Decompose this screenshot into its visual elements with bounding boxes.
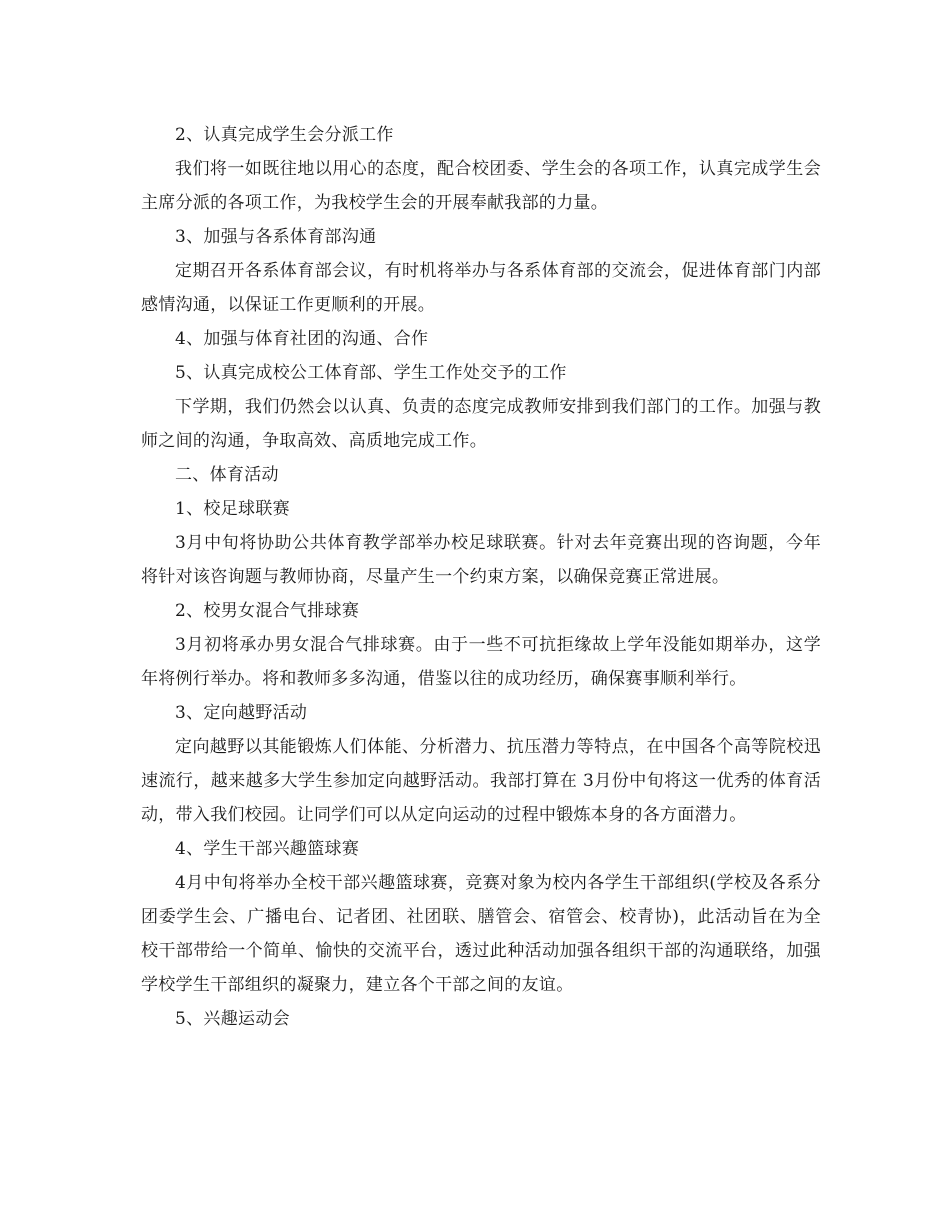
heading-football-league: 1、校足球联赛 xyxy=(175,499,290,519)
heading-assigned-tasks: 5、认真完成校公工体育部、学生工作处交予的工作 xyxy=(175,363,567,383)
heading-dept-communication: 3、加强与各系体育部沟通 xyxy=(175,227,377,247)
heading-orienteering: 3、定向越野活动 xyxy=(175,703,308,723)
paragraph: 定期召开各系体育部会议，有时机将举办与各系体育部的交流会，促进体育部门内部感情沟通，以保证工作更顺利的开展。 xyxy=(141,261,821,315)
paragraph: 3月中旬将协助公共体育教学部举办校足球联赛。针对去年竞赛出现的咨询题，今年将针对该咨询题与教师协商，尽量产生一个约束方案，以确保竞赛正常进展。 xyxy=(141,533,821,587)
heading-assign-work: 2、认真完成学生会分派工作 xyxy=(175,125,394,145)
paragraph: 4月中旬将举办全校干部兴趣篮球赛，竞赛对象为校内各学生干部组织(学校及各系分团委学生会、广播电台、记者团、社团联、膳管会、宿管会、校青协)，此活动旨在为全校干部带给一个简单、愉快的交流平台，透过此种活动加强各组织干部的沟通联络，加强学校学生干部组织的凝聚力，建立各个干部之间的友谊。 xyxy=(141,873,821,995)
heading-basketball: 4、学生干部兴趣篮球赛 xyxy=(175,839,360,859)
paragraph: 我们将一如既往地以用心的态度，配合校团委、学生会的各项工作，认真完成学生会主席分派的各项工作，为我校学生会的开展奉献我部的力量。 xyxy=(141,159,821,213)
paragraph: 下学期，我们仍然会以认真、负责的态度完成教师安排到我们部门的工作。加强与教师之间的沟通，争取高效、高质地完成工作。 xyxy=(141,397,821,451)
paragraph: 定向越野以其能锻炼人们体能、分析潜力、抗压潜力等特点，在中国各个高等院校迅速流行，越来越多大学生参加定向越野活动。我部打算在 3月份中旬将这一优秀的体育活动，带入我们校园。让同学们可以从定向运动的过程中锻炼本身的各方面潜力。 xyxy=(141,737,821,825)
document-body xyxy=(141,118,821,1036)
heading-club-cooperation: 4、加强与体育社团的沟通、合作 xyxy=(175,329,429,349)
section-heading-sports-activities: 二、体育活动 xyxy=(175,465,279,485)
heading-sports-meet: 5、兴趣运动会 xyxy=(175,1009,290,1029)
heading-volleyball: 2、校男女混合气排球赛 xyxy=(175,601,360,621)
paragraph: 3月初将承办男女混合气排球赛。由于一些不可抗拒缘故上学年没能如期举办，这学年将例行举办。将和教师多多沟通，借鉴以往的成功经历，确保赛事顺利举行。 xyxy=(141,635,821,689)
